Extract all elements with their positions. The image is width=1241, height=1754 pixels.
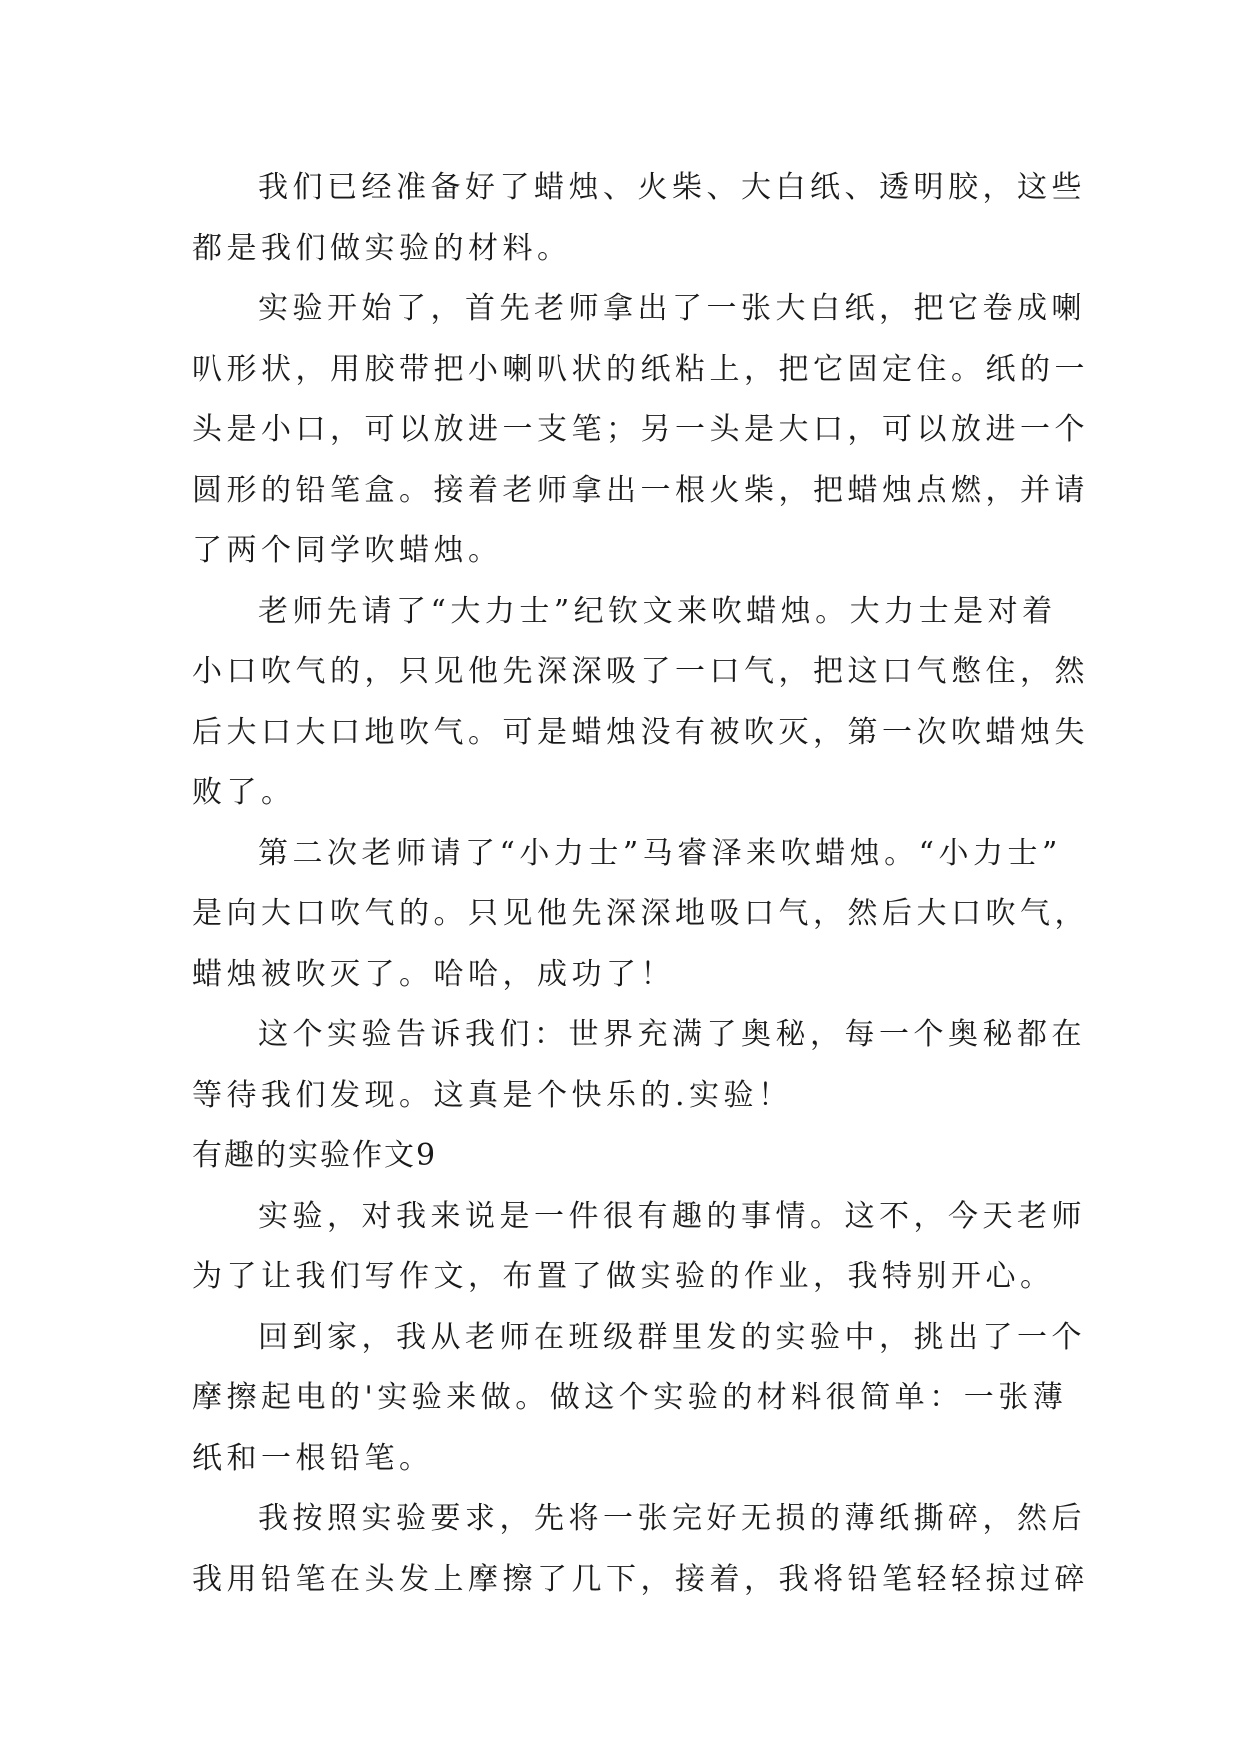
text-line: 实验开始了，首先老师拿出了一张大白纸，把它卷成喇 [258, 291, 1086, 326]
text-line: 实验，对我来说是一件很有趣的事情。这不，今天老师 [258, 1198, 1086, 1234]
text-line: 等待我们发现。这真是个快乐的.实验！ [192, 1077, 793, 1113]
text-line: 后大口大口地吹气。可是蜡烛没有被吹灭，第一次吹蜡烛失 [192, 714, 1089, 750]
text-line: 第二次老师请了“小力士”马睿泽来吹蜡烛。“小力士” [258, 835, 1062, 871]
text-line: 败了。 [192, 775, 296, 810]
text-line: 我按照实验要求，先将一张完好无损的薄纸撕碎，然后 [258, 1501, 1086, 1536]
text-line: 我用铅笔在头发上摩擦了几下，接着，我将铅笔轻轻掠过碎 [192, 1561, 1089, 1597]
text-line: 纸和一根铅笔。 [192, 1440, 434, 1476]
text-line: 回到家，我从老师在班级群里发的实验中，挑出了一个 [258, 1319, 1086, 1355]
text-line: 小口吹气的，只见他先深深吸了一口气，把这口气憋住，然 [192, 654, 1089, 689]
text-line: 是向大口吹气的。只见他先深深地吸口气，然后大口吹气， [192, 896, 1089, 931]
text-line: 头是小口，可以放进一支笔；另一头是大口，可以放进一个 [192, 412, 1089, 447]
text-line: 摩擦起电的'实验来做。做这个实验的材料很简单：一张薄 [192, 1380, 1068, 1415]
text-line: 蜡烛被吹灭了。哈哈，成功了！ [192, 956, 675, 992]
text-line: 了两个同学吹蜡烛。 [192, 533, 503, 568]
text-line: 为了让我们写作文，布置了做实验的作业，我特别开心。 [192, 1259, 1055, 1294]
text-line: 都是我们做实验的材料。 [192, 230, 572, 266]
document-body [192, 158, 1089, 1610]
text-line: 老师先请了“大力士”纪钦文来吹蜡烛。大力士是对着 [258, 593, 1057, 629]
text-line: 圆形的铅笔盒。接着老师拿出一根火柴，把蜡烛点燃，并请 [192, 472, 1089, 508]
text-line: 我们已经准备好了蜡烛、火柴、大白纸、透明胶，这些 [258, 170, 1086, 205]
section-heading: 有趣的实验作文9 [192, 1138, 438, 1173]
text-line: 这个实验告诉我们：世界充满了奥秘，每一个奥秘都在 [258, 1017, 1086, 1052]
text-line: 叭形状，用胶带把小喇叭状的纸粘上，把它固定住。纸的一 [192, 351, 1089, 387]
